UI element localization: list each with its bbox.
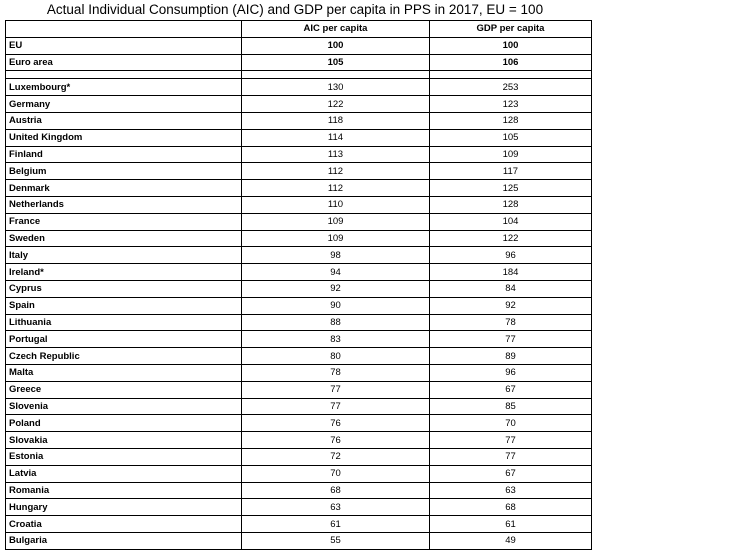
country-cell: Croatia [6,516,242,533]
aic-cell: 63 [242,499,430,516]
table-row [6,264,592,281]
country-cell: Austria [6,112,242,129]
table-row [6,247,592,264]
aic-cell: 112 [242,180,430,197]
table-row [6,432,592,449]
gdp-cell: 122 [430,230,592,247]
country-cell: Denmark [6,180,242,197]
aic-cell: 76 [242,415,430,432]
gdp-cell: 78 [430,314,592,331]
country-cell: Poland [6,415,242,432]
gdp-cell: 77 [430,448,592,465]
gdp-cell: 128 [430,112,592,129]
gdp-cell: 117 [430,163,592,180]
table-row [6,112,592,129]
table-row [6,465,592,482]
aic-cell: 109 [242,230,430,247]
country-cell: Portugal [6,331,242,348]
spacer-cell [430,71,592,79]
country-cell: Slovakia [6,432,242,449]
gdp-cell: 100 [430,37,592,54]
table-row [6,499,592,516]
aic-cell: 77 [242,398,430,415]
aic-cell: 78 [242,364,430,381]
table-row [6,180,592,197]
country-cell: Spain [6,297,242,314]
aic-gdp-table [5,20,592,550]
country-cell: Hungary [6,499,242,516]
aic-cell: 72 [242,448,430,465]
aic-cell: 70 [242,465,430,482]
gdp-cell: 104 [430,213,592,230]
table-row [6,146,592,163]
country-cell: Sweden [6,230,242,247]
country-cell: Bulgaria [6,532,242,549]
country-cell: Netherlands [6,196,242,213]
country-cell: Estonia [6,448,242,465]
spacer-cell [6,71,242,79]
aic-cell: 80 [242,348,430,365]
table-row [6,314,592,331]
table-row [6,348,592,365]
table-row [6,280,592,297]
gdp-cell: 123 [430,96,592,113]
aic-cell: 122 [242,96,430,113]
aic-cell: 100 [242,37,430,54]
table-row [6,516,592,533]
table-row [6,213,592,230]
country-cell: Romania [6,482,242,499]
table-row [6,532,592,549]
aic-cell: 98 [242,247,430,264]
table-row [6,415,592,432]
table-row [6,129,592,146]
table-row [6,163,592,180]
gdp-cell: 184 [430,264,592,281]
country-cell: Lithuania [6,314,242,331]
aic-cell: 113 [242,146,430,163]
table-row-euro-area [6,54,592,71]
aic-cell: 68 [242,482,430,499]
aic-cell: 83 [242,331,430,348]
header-aic: AIC per capita [242,21,430,38]
gdp-cell: 253 [430,79,592,96]
aic-cell: 110 [242,196,430,213]
gdp-cell: 125 [430,180,592,197]
gdp-cell: 49 [430,532,592,549]
table-row [6,230,592,247]
page-title: Actual Individual Consumption (AIC) and GDP per capita in PPS in 2017, EU = 100 [46,2,544,17]
header-country [6,21,242,38]
table-body [6,37,592,549]
gdp-cell: 67 [430,381,592,398]
aic-cell: 90 [242,297,430,314]
gdp-cell: 84 [430,280,592,297]
table-row [6,398,592,415]
aic-cell: 118 [242,112,430,129]
country-cell: Belgium [6,163,242,180]
gdp-cell: 109 [430,146,592,163]
aic-cell: 55 [242,532,430,549]
country-cell: France [6,213,242,230]
country-cell: Latvia [6,465,242,482]
aic-cell: 61 [242,516,430,533]
aic-cell: 130 [242,79,430,96]
gdp-cell: 128 [430,196,592,213]
aic-cell: 105 [242,54,430,71]
aic-cell: 88 [242,314,430,331]
country-cell: Slovenia [6,398,242,415]
table-row [6,297,592,314]
gdp-cell: 92 [430,297,592,314]
gdp-cell: 77 [430,331,592,348]
aic-cell: 109 [242,213,430,230]
gdp-cell: 96 [430,247,592,264]
table-row [6,364,592,381]
table-row [6,448,592,465]
country-cell: Luxembourg* [6,79,242,96]
gdp-cell: 85 [430,398,592,415]
table-row-eu [6,37,592,54]
country-cell: Greece [6,381,242,398]
gdp-cell: 68 [430,499,592,516]
gdp-cell: 70 [430,415,592,432]
country-cell: Finland [6,146,242,163]
country-cell: EU [6,37,242,54]
aic-cell: 77 [242,381,430,398]
table-row [6,196,592,213]
gdp-cell: 96 [430,364,592,381]
aic-cell: 94 [242,264,430,281]
gdp-cell: 63 [430,482,592,499]
table-row [6,79,592,96]
gdp-cell: 77 [430,432,592,449]
header-row [6,21,592,38]
table-row [6,331,592,348]
gdp-cell: 89 [430,348,592,365]
gdp-cell: 67 [430,465,592,482]
header-gdp: GDP per capita [430,21,592,38]
country-cell: Euro area [6,54,242,71]
spacer-cell [242,71,430,79]
country-cell: Ireland* [6,264,242,281]
country-cell: Cyprus [6,280,242,297]
gdp-cell: 105 [430,129,592,146]
aic-cell: 114 [242,129,430,146]
country-cell: United Kingdom [6,129,242,146]
table-row [6,482,592,499]
country-cell: Italy [6,247,242,264]
table-row [6,96,592,113]
gdp-cell: 106 [430,54,592,71]
gdp-cell: 61 [430,516,592,533]
aic-cell: 76 [242,432,430,449]
table-row [6,381,592,398]
country-cell: Czech Republic [6,348,242,365]
country-cell: Malta [6,364,242,381]
spacer-row [6,71,592,79]
table-header [6,21,592,38]
aic-cell: 92 [242,280,430,297]
aic-cell: 112 [242,163,430,180]
country-cell: Germany [6,96,242,113]
